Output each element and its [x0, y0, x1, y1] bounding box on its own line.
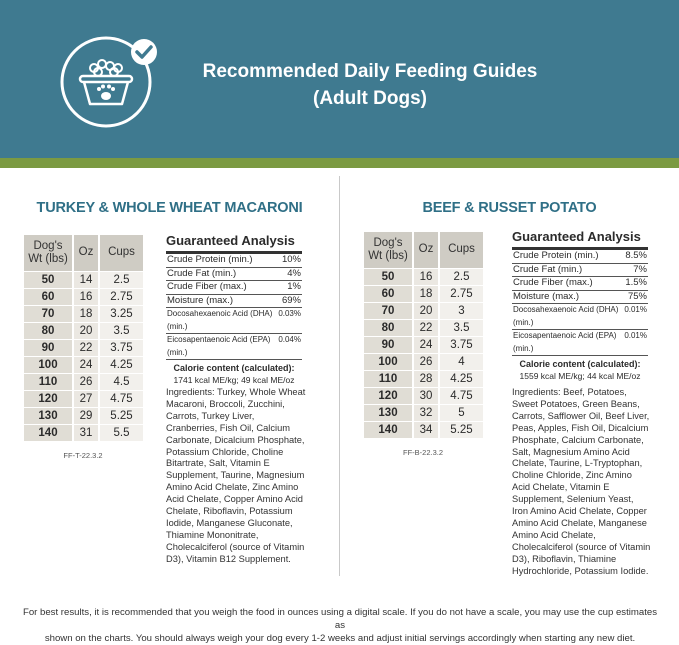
weight-cell: 140: [24, 424, 73, 441]
cups-cell: 4: [439, 353, 483, 370]
analysis-label: Crude Fat (min.): [167, 267, 237, 279]
analysis-row: [512, 304, 648, 330]
product-code: FF-T-22.3.2: [63, 451, 103, 460]
analysis-row: [512, 291, 648, 305]
oz-cell: 22: [413, 319, 439, 336]
oz-cell: 34: [413, 421, 439, 438]
analysis-row: [512, 330, 648, 356]
weight-cell: 60: [364, 285, 413, 302]
cups-cell: 2.5: [439, 268, 483, 285]
analysis-value: 0.01%: [624, 331, 647, 340]
analysis-label: Crude Fat (min.): [513, 263, 583, 275]
cups-cell: 4.75: [439, 387, 483, 404]
header-accent-band: [0, 158, 679, 168]
oz-cell: 27: [73, 390, 99, 407]
title-line-2: (Adult Dogs): [313, 88, 427, 109]
oz-column-header: Oz: [413, 232, 439, 268]
cups-cell: 2.75: [99, 288, 143, 305]
table-row: [364, 370, 483, 387]
oz-cell: 30: [413, 387, 439, 404]
analysis-row: [512, 277, 648, 291]
analysis-label: Eicosapentaenoic Acid (EPA) (min.): [513, 331, 617, 353]
cups-cell: 5.5: [99, 424, 143, 441]
analysis-value: 8.5%: [625, 250, 647, 261]
weight-cell: 110: [364, 370, 413, 387]
cups-cell: 5: [439, 404, 483, 421]
cups-cell: 2.75: [439, 285, 483, 302]
oz-cell: 18: [413, 285, 439, 302]
weight-cell: 110: [24, 373, 73, 390]
weight-cell: 90: [364, 336, 413, 353]
table-row: [24, 305, 143, 322]
table-row: [24, 288, 143, 305]
oz-cell: 26: [413, 353, 439, 370]
analysis-value: 4%: [287, 267, 301, 279]
analysis-value: 75%: [627, 290, 647, 302]
weight-cell: 70: [24, 305, 73, 322]
weight-cell: 130: [24, 407, 73, 424]
weight-cell: 120: [24, 390, 73, 407]
calorie-value: 1559 kcal ME/kg; 44 kcal ME/oz: [519, 371, 641, 381]
analysis-value: 1.5%: [625, 277, 647, 288]
product-title: TURKEY & WHOLE WHEAT MACARONI: [36, 200, 303, 216]
product-code: FF-B-22.3.2: [402, 448, 443, 457]
table-row: [364, 387, 483, 404]
oz-cell: 29: [73, 407, 99, 424]
weight-cell: 100: [364, 353, 413, 370]
title-line-1: Recommended Daily Feeding Guides: [202, 61, 538, 82]
table-row: [24, 407, 143, 424]
table-row: [24, 424, 143, 441]
oz-cell: 14: [73, 271, 99, 288]
analysis-value: 0.01%: [624, 305, 647, 314]
weight-cell: 60: [24, 288, 73, 305]
analysis-row: [166, 254, 302, 268]
weight-cell: 70: [364, 302, 413, 319]
analysis-label: Moisture (max.): [513, 290, 579, 302]
cups-cell: 4.25: [439, 370, 483, 387]
cups-cell: 4.5: [99, 373, 143, 390]
table-row: [24, 390, 143, 407]
cups-cell: 3.5: [99, 322, 143, 339]
footer-note: [20, 606, 660, 645]
calorie-label: Calorie content (calculated):: [519, 359, 641, 369]
table-row: [24, 339, 143, 356]
oz-cell: 31: [73, 424, 99, 441]
analysis-value: 0.03%: [278, 309, 301, 318]
cups-cell: 5.25: [439, 421, 483, 438]
weight-cell: 140: [364, 421, 413, 438]
table-row: [364, 319, 483, 336]
ingredients-text: Ingredients: Beef, Potatoes, Sweet Potatoes, Green Beans, Carrots, Safflower Oil, Beef Liver, Peas, Apples, Fish Oil, Dicalcium Phosphate, Calcium Carbonate, Salt, Magnesium Amino Acid Chelate, Taurine, L-Tryptophan, Choline Chloride, Zinc Amino Acid Chelate, Vitamin E Supplement, Selenium Yeast, Iron Amino Acid Chelate, Copper Amino Acid Chelate, Manganese Amino Acid Chelate, Cholecalciferol (source of Vitamin D3), Riboflavin, Thiamine Hydrochloride, Potassium Iodide.: [512, 387, 651, 576]
oz-cell: 28: [413, 370, 439, 387]
table-row: [24, 271, 143, 288]
table-row: [24, 322, 143, 339]
table-row: [364, 421, 483, 438]
analysis-row: [512, 264, 648, 278]
oz-cell: 16: [73, 288, 99, 305]
table-row: [364, 268, 483, 285]
dog-bowl-checkmark-icon: [58, 30, 162, 134]
table-row: [364, 285, 483, 302]
guaranteed-analysis-title: Guaranteed Analysis: [512, 229, 648, 250]
analysis-label: Docosahexaenoic Acid (DHA) (min.): [513, 305, 619, 327]
weight-cell: 100: [24, 356, 73, 373]
analysis-row: [512, 250, 648, 264]
weight-cell: 80: [364, 319, 413, 336]
table-row: [24, 356, 143, 373]
feeding-table: [24, 235, 143, 441]
cups-column-header: Cups: [99, 235, 143, 271]
analysis-label: Crude Fiber (max.): [513, 277, 593, 288]
oz-cell: 24: [413, 336, 439, 353]
weight-cell: 50: [364, 268, 413, 285]
analysis-row: [166, 268, 302, 282]
analysis-value: 0.04%: [278, 335, 301, 344]
cups-cell: 3.5: [439, 319, 483, 336]
guaranteed-analysis: [166, 233, 302, 385]
oz-cell: 18: [73, 305, 99, 322]
cups-cell: 4.75: [99, 390, 143, 407]
cups-cell: 3.75: [99, 339, 143, 356]
analysis-label: Docosahexaenoic Acid (DHA) (min.): [167, 309, 273, 331]
oz-cell: 20: [73, 322, 99, 339]
oz-column-header: Oz: [73, 235, 99, 271]
table-row: [364, 353, 483, 370]
guaranteed-analysis-title: Guaranteed Analysis: [166, 233, 302, 254]
oz-cell: 26: [73, 373, 99, 390]
analysis-row: [166, 295, 302, 309]
cups-cell: 2.5: [99, 271, 143, 288]
turkey-panel: [0, 168, 339, 588]
calorie-label: Calorie content (calculated):: [173, 363, 295, 373]
analysis-value: 10%: [281, 254, 301, 265]
analysis-label: Eicosapentaenoic Acid (EPA) (min.): [167, 335, 271, 357]
weight-cell: 50: [24, 271, 73, 288]
product-title: BEEF & RUSSET POTATO: [422, 200, 597, 216]
cups-column-header: Cups: [439, 232, 483, 268]
oz-cell: 24: [73, 356, 99, 373]
ingredients-text: Ingredients: Turkey, Whole Wheat Macaroni, Broccoli, Zucchini, Carrots, Turkey Liver, Cranberries, Fish Oil, Calcium Carbonate, Dicalcium Phosphate, Potassium Chloride, Choline Bitartrate, Salt, Vitamin E Supplement, Taurine, Magnesium Amino Acid Chelate, Zinc Amino Acid Chelate, Copper Amino Acid Chelate, Riboflavin, Potassium Iodide, Manganese Gluconate, Thiamine Mononitrate, Cholecalciferol (source of Vitamin D3), Vitamin B12 Supplement.: [166, 387, 306, 564]
cups-cell: 4.25: [99, 356, 143, 373]
analysis-label: Crude Fiber (max.): [167, 281, 247, 292]
weight-cell: 80: [24, 322, 73, 339]
beef-panel: [340, 168, 679, 588]
cups-cell: 3.25: [99, 305, 143, 322]
analysis-label: Crude Protein (min.): [167, 254, 253, 265]
analysis-label: Moisture (max.): [167, 294, 233, 306]
weight-cell: 130: [364, 404, 413, 421]
table-row: [364, 336, 483, 353]
table-row: [364, 302, 483, 319]
analysis-row: [166, 281, 302, 295]
analysis-label: Crude Protein (min.): [513, 250, 599, 261]
weight-column-header: Dog's Wt (lbs): [364, 232, 413, 268]
table-row: [24, 373, 143, 390]
weight-cell: 90: [24, 339, 73, 356]
table-row: [364, 404, 483, 421]
oz-cell: 22: [73, 339, 99, 356]
analysis-value: 69%: [281, 294, 301, 306]
feeding-table: [364, 232, 483, 438]
cups-cell: 5.25: [99, 407, 143, 424]
guaranteed-analysis: [512, 229, 648, 381]
weight-cell: 120: [364, 387, 413, 404]
analysis-value: 1%: [287, 281, 301, 292]
analysis-row: [166, 334, 302, 360]
analysis-value: 7%: [633, 263, 647, 275]
footer-line-2: shown on the charts. You should always weigh your dog every 1-2 weeks and adjust initial servings accordingly when starting any new diet.: [44, 633, 636, 644]
page-title: [160, 58, 580, 112]
weight-column-header: Dog's Wt (lbs): [24, 235, 73, 271]
oz-cell: 16: [413, 268, 439, 285]
oz-cell: 32: [413, 404, 439, 421]
cups-cell: 3.75: [439, 336, 483, 353]
analysis-row: [166, 308, 302, 334]
calorie-value: 1741 kcal ME/kg; 49 kcal ME/oz: [173, 375, 295, 385]
cups-cell: 3: [439, 302, 483, 319]
footer-line-1: For best results, it is recommended that you weigh the food in ounces using a digital scale. If you do not have a scale, you may use the cup estimates as: [22, 607, 658, 631]
oz-cell: 20: [413, 302, 439, 319]
